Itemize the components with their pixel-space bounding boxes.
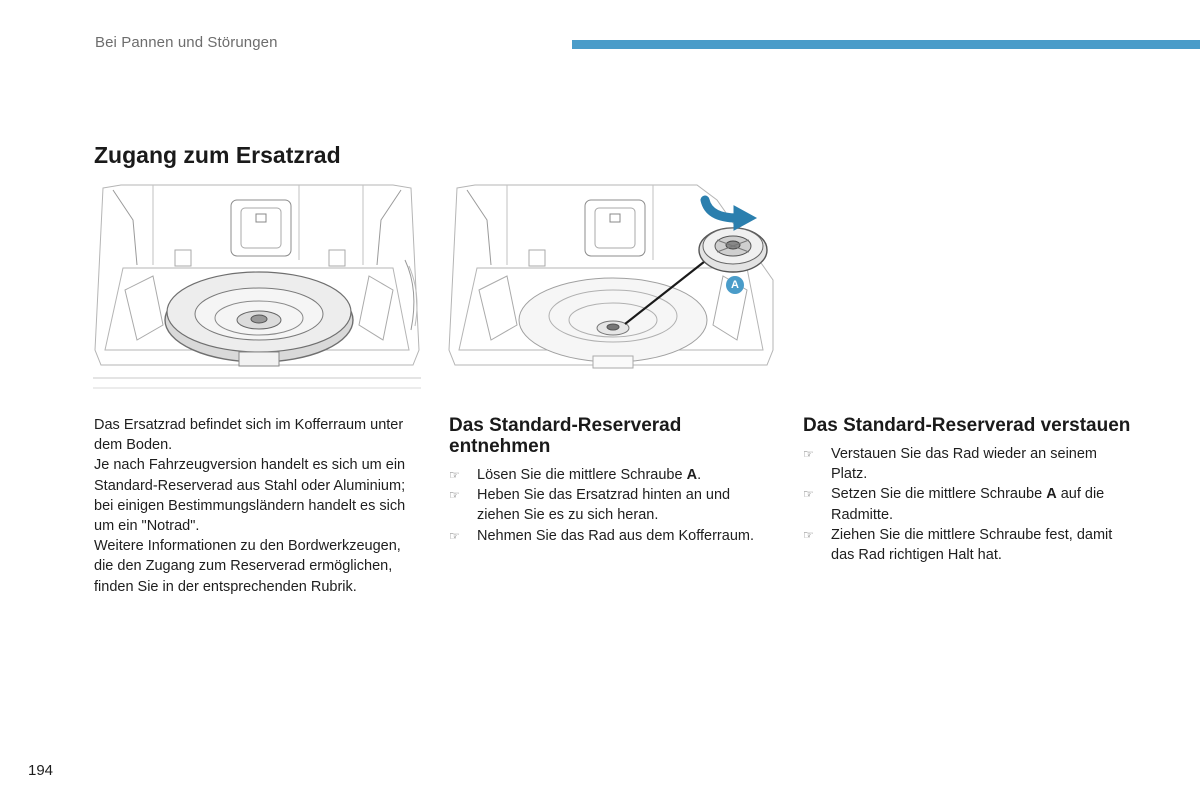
stow-steps-list bbox=[803, 444, 1133, 565]
remove-steps-list bbox=[449, 465, 769, 546]
pointing-hand-icon: ☞ bbox=[803, 487, 814, 502]
remove-section bbox=[449, 415, 769, 546]
header-accent-bar bbox=[572, 40, 1200, 49]
pointing-hand-icon: ☞ bbox=[449, 468, 460, 482]
pointing-hand-icon: ☞ bbox=[803, 447, 814, 461]
pointing-hand-icon: ☞ bbox=[449, 488, 460, 503]
page-number: 194 bbox=[28, 762, 54, 779]
list-item: ☞ Nehmen Sie das Rad aus dem Kofferraum. bbox=[449, 526, 769, 546]
intro-paragraph: Das Ersatzrad befindet sich im Kofferraum unter dem Boden. bbox=[94, 417, 404, 454]
pointing-hand-icon: ☞ bbox=[449, 528, 460, 543]
intro-paragraph: Weitere Informationen zu den Bordwerkzeugen, die den Zugang zum Reserverad ermöglichen, finden Sie in der entsprechenden Rubrik. bbox=[94, 538, 401, 595]
list-item: ☞ Lösen Sie die mittlere Schraube A. bbox=[449, 465, 769, 485]
pointing-hand-icon: ☞ bbox=[803, 527, 814, 542]
stow-section-heading: Das Standard-Reserverad verstauen bbox=[803, 415, 1131, 436]
remove-section-heading: Das Standard-Reserverad entnehmen bbox=[449, 415, 682, 457]
trunk-spare-wheel-illustration bbox=[93, 180, 421, 398]
list-item: ☞ Verstauen Sie das Rad wieder an seinem Platz. bbox=[803, 446, 1097, 483]
intro-paragraph: Je nach Fahrzeugversion handelt es sich um ein Standard-Reserverad aus Stahl oder Aluminium; bei einigen Bestimmungsländern handelt es sich um ein "Notrad". bbox=[94, 457, 406, 535]
list-item: ☞ Setzen Sie die mittlere Schraube A auf die Radmitte. bbox=[803, 486, 1105, 523]
page-title: Zugang zum Ersatzrad bbox=[94, 142, 341, 168]
trunk-nut-a-illustration bbox=[447, 180, 775, 398]
section-title: Bei Pannen und Störungen bbox=[95, 34, 278, 51]
list-item: ☞ Ziehen Sie die mittlere Schraube fest, damit das Rad richtigen Halt hat. bbox=[803, 526, 1113, 564]
stow-section bbox=[803, 415, 1133, 565]
label-a-badge: A bbox=[726, 276, 744, 294]
list-item: ☞ Heben Sie das Ersatzrad hinten an und ziehen Sie es zu sich heran. bbox=[449, 487, 731, 524]
intro-column bbox=[94, 415, 406, 597]
